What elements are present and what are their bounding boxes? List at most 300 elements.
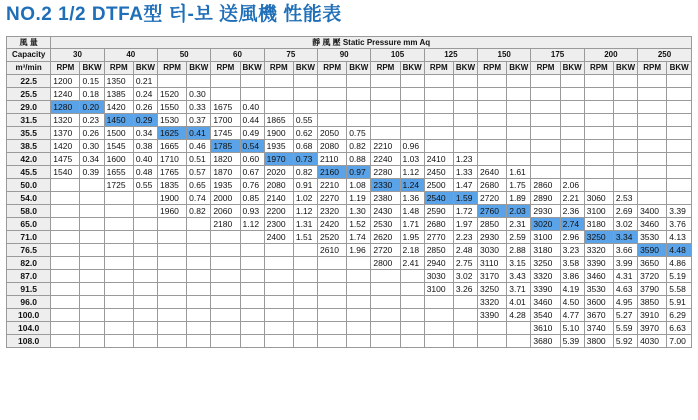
bkw-cell: 4.28 [507,309,531,322]
bkw-cell: 0.26 [80,127,104,140]
unit-header: m³/min [7,62,51,75]
bkw-cell [347,270,371,283]
rpm-cell [157,322,186,335]
bkw-cell: 0.82 [187,205,211,218]
bkw-cell: 3.39 [667,205,692,218]
bkw-cell: 0.93 [240,205,264,218]
bkw-cell [133,231,157,244]
capacity-cell: 29.0 [7,101,51,114]
rpm-cell: 3460 [584,270,613,283]
bkw-cell: 0.15 [80,75,104,88]
rpm-cell [478,101,507,114]
table-row [7,153,692,166]
rpm-cell: 3740 [584,322,613,335]
rpm-cell: 3170 [478,270,507,283]
rpm-cell [638,88,667,101]
bkw-cell: 4.50 [560,296,584,309]
bkw-cell [293,101,317,114]
bkw-cell [80,322,104,335]
bkw-cell: 0.44 [240,114,264,127]
rpm-cell [104,270,133,283]
table-row [7,127,692,140]
bkw-cell [507,114,531,127]
bkw-cell: 1.59 [453,192,477,205]
bkw-header: BKW [613,62,637,75]
rpm-cell: 2420 [318,218,347,231]
bkw-cell [400,296,424,309]
bkw-cell [453,335,477,348]
bkw-cell [667,88,692,101]
bkw-cell [133,192,157,205]
rpm-cell: 3390 [478,309,507,322]
pressure-header: 200 [584,49,637,62]
bkw-cell [293,244,317,257]
rpm-cell [478,75,507,88]
rpm-cell: 1625 [157,127,186,140]
bkw-cell [507,88,531,101]
bkw-cell: 0.55 [133,179,157,192]
rpm-cell: 1545 [104,140,133,153]
bkw-cell: 1.36 [400,192,424,205]
bkw-cell: 1.31 [293,218,317,231]
bkw-cell [133,283,157,296]
rpm-cell [104,244,133,257]
rpm-header: RPM [51,62,80,75]
bkw-cell [453,309,477,322]
table-row [7,114,692,127]
rpm-cell: 2590 [424,205,453,218]
rpm-cell: 2720 [371,244,400,257]
rpm-cell: 3790 [638,283,667,296]
bkw-cell: 3.26 [453,283,477,296]
bkw-header: BKW [453,62,477,75]
bkw-cell: 2.53 [613,192,637,205]
rpm-cell [478,335,507,348]
rpm-cell: 2300 [264,218,293,231]
rpm-cell [478,88,507,101]
rpm-cell: 2410 [424,153,453,166]
rpm-cell: 1240 [51,88,80,101]
rpm-cell [371,309,400,322]
rpm-cell: 1550 [157,101,186,114]
bkw-cell [293,257,317,270]
bkw-cell [347,88,371,101]
rpm-cell: 2080 [318,140,347,153]
bkw-cell [613,127,637,140]
bkw-cell [400,101,424,114]
rpm-header: RPM [157,62,186,75]
bkw-cell [133,322,157,335]
rpm-cell: 1665 [157,140,186,153]
rpm-cell [318,257,347,270]
bkw-cell [240,335,264,348]
bkw-cell: 0.76 [240,179,264,192]
rpm-cell [51,296,80,309]
rpm-cell [211,88,240,101]
rpm-cell [318,283,347,296]
rpm-cell: 3540 [531,309,560,322]
bkw-cell: 0.55 [293,114,317,127]
rpm-cell [264,283,293,296]
capacity-cell: 104.0 [7,322,51,335]
rpm-cell: 1870 [211,166,240,179]
bkw-cell: 2.03 [507,205,531,218]
rpm-cell: 2240 [371,153,400,166]
rpm-cell: 1700 [211,114,240,127]
bkw-cell [187,244,211,257]
rpm-cell: 3100 [531,231,560,244]
bkw-cell: 1.72 [453,205,477,218]
rpm-cell [104,335,133,348]
bkw-cell [187,283,211,296]
bkw-cell: 4.13 [667,231,692,244]
rpm-cell [264,309,293,322]
bkw-cell: 0.46 [187,140,211,153]
table-row [7,75,692,88]
rpm-cell: 3030 [478,244,507,257]
bkw-cell [80,192,104,205]
bkw-cell: 0.24 [133,88,157,101]
bkw-header: BKW [80,62,104,75]
rpm-cell [318,335,347,348]
rpm-cell [371,335,400,348]
rpm-cell [51,335,80,348]
pressure-header: 250 [638,49,692,62]
bkw-cell [613,75,637,88]
bkw-cell [507,140,531,153]
bkw-cell: 0.88 [347,153,371,166]
bkw-cell: 0.85 [240,192,264,205]
bkw-cell [80,257,104,270]
bkw-cell: 5.59 [613,322,637,335]
rpm-cell [424,322,453,335]
rpm-cell [318,322,347,335]
rpm-cell: 1320 [51,114,80,127]
rpm-cell: 1370 [51,127,80,140]
bkw-cell [347,309,371,322]
bkw-cell: 0.73 [293,153,317,166]
bkw-cell [613,166,637,179]
bkw-cell [133,257,157,270]
rpm-cell [211,283,240,296]
bkw-cell [400,309,424,322]
pressure-header: 125 [424,49,477,62]
bkw-cell: 0.75 [347,127,371,140]
rpm-cell: 3800 [584,335,613,348]
bkw-cell [293,283,317,296]
rpm-cell: 2930 [531,205,560,218]
rpm-cell: 3400 [638,205,667,218]
rpm-cell [51,283,80,296]
rpm-cell [371,75,400,88]
rpm-cell: 2110 [318,153,347,166]
rpm-cell [371,270,400,283]
bkw-cell: 0.39 [80,166,104,179]
rpm-cell: 3460 [531,296,560,309]
bkw-cell: 5.27 [613,309,637,322]
rpm-cell: 3100 [424,283,453,296]
rpm-cell [478,127,507,140]
bkw-cell: 2.75 [453,257,477,270]
bkw-cell: 0.18 [80,88,104,101]
bkw-cell [80,296,104,309]
bkw-cell: 0.74 [187,192,211,205]
bkw-cell: 2.48 [453,244,477,257]
bkw-cell: 1.12 [240,218,264,231]
bkw-cell: 3.76 [667,218,692,231]
header-row-1 [7,37,692,49]
rpm-cell [638,153,667,166]
bkw-cell: 0.68 [293,140,317,153]
rpm-cell: 3110 [478,257,507,270]
rpm-cell [584,114,613,127]
bkw-cell [400,283,424,296]
rpm-cell: 1385 [104,88,133,101]
rpm-header: RPM [584,62,613,75]
bkw-cell [507,153,531,166]
rpm-cell: 2200 [264,205,293,218]
rpm-cell: 2860 [531,179,560,192]
rpm-cell: 2450 [424,166,453,179]
rpm-cell: 1785 [211,140,240,153]
rpm-cell [584,179,613,192]
bkw-cell [187,270,211,283]
bkw-cell [293,296,317,309]
rpm-cell [318,309,347,322]
rpm-cell: 2930 [478,231,507,244]
bkw-cell: 2.36 [560,205,584,218]
rpm-cell [371,101,400,114]
bkw-cell [667,75,692,88]
pressure-header: 75 [264,49,317,62]
rpm-cell: 3320 [584,244,613,257]
bkw-header: BKW [667,62,692,75]
capacity-cell: 91.5 [7,283,51,296]
table-row [7,192,692,205]
bkw-cell: 1.75 [507,179,531,192]
bkw-cell [667,179,692,192]
rpm-cell: 2770 [424,231,453,244]
rpm-cell [371,322,400,335]
bkw-cell: 5.91 [667,296,692,309]
rpm-cell: 1280 [51,101,80,114]
bkw-cell [400,88,424,101]
rpm-cell [371,114,400,127]
bkw-cell: 6.63 [667,322,692,335]
rpm-cell: 2640 [478,166,507,179]
pressure-header: 90 [318,49,371,62]
rpm-cell: 2680 [424,218,453,231]
rpm-cell: 1540 [51,166,80,179]
rpm-cell [638,101,667,114]
rpm-cell [531,114,560,127]
bkw-cell: 5.19 [667,270,692,283]
bkw-cell: 1.19 [347,192,371,205]
rpm-cell [584,140,613,153]
rpm-cell: 1420 [104,101,133,114]
pressure-header: 60 [211,49,264,62]
table-row [7,283,692,296]
rpm-cell: 1960 [157,205,186,218]
rpm-cell: 2080 [264,179,293,192]
bkw-cell [240,257,264,270]
bkw-cell [293,88,317,101]
rpm-cell [638,127,667,140]
rpm-cell [424,114,453,127]
rpm-cell [157,270,186,283]
bkw-cell [560,153,584,166]
rpm-cell [264,335,293,348]
capacity-cell: 22.5 [7,75,51,88]
table-row [7,101,692,114]
rpm-cell: 2850 [478,218,507,231]
rpm-cell [264,101,293,114]
table-row [7,296,692,309]
bkw-cell: 4.01 [507,296,531,309]
bkw-cell [400,75,424,88]
bkw-cell: 2.59 [507,231,531,244]
rpm-cell [51,218,80,231]
bkw-cell [347,101,371,114]
bkw-cell: 1.24 [400,179,424,192]
rpm-header: RPM [478,62,507,75]
bkw-cell: 3.71 [507,283,531,296]
rpm-cell: 2530 [371,218,400,231]
bkw-cell: 1.12 [400,166,424,179]
rpm-cell [531,88,560,101]
bkw-header: BKW [133,62,157,75]
rpm-cell: 1350 [104,75,133,88]
capacity-cell: 87.0 [7,270,51,283]
bkw-cell [133,205,157,218]
rpm-cell: 1835 [157,179,186,192]
rpm-header: RPM [424,62,453,75]
capacity-cell: 82.0 [7,257,51,270]
bkw-cell [347,257,371,270]
bkw-cell: 1.03 [400,153,424,166]
bkw-header: BKW [187,62,211,75]
bkw-cell: 1.23 [453,153,477,166]
bkw-header: BKW [293,62,317,75]
bkw-cell [613,114,637,127]
bkw-cell: 0.65 [187,179,211,192]
bkw-cell [133,244,157,257]
bkw-cell: 4.31 [613,270,637,283]
rpm-cell [51,270,80,283]
bkw-cell: 1.08 [347,179,371,192]
bkw-cell [667,114,692,127]
bkw-cell [133,335,157,348]
rpm-cell: 2850 [424,244,453,257]
rpm-cell [104,296,133,309]
bkw-cell: 0.29 [133,114,157,127]
capacity-cell: 96.0 [7,296,51,309]
rpm-cell [478,322,507,335]
bkw-cell [240,270,264,283]
rpm-cell [51,322,80,335]
bkw-cell [80,231,104,244]
bkw-cell [613,179,637,192]
rpm-cell [211,322,240,335]
bkw-cell: 0.20 [80,101,104,114]
rpm-cell [371,88,400,101]
rpm-cell: 2270 [318,192,347,205]
bkw-cell [240,75,264,88]
rpm-cell: 1475 [51,153,80,166]
rpm-cell [318,114,347,127]
bkw-cell [187,322,211,335]
rpm-cell: 3590 [638,244,667,257]
bkw-cell [187,257,211,270]
rpm-cell [424,75,453,88]
rpm-cell [211,231,240,244]
rpm-cell [104,231,133,244]
capacity-cell: 108.0 [7,335,51,348]
rpm-header: RPM [371,62,400,75]
rpm-cell: 3180 [584,218,613,231]
bkw-cell: 0.38 [133,140,157,153]
bkw-cell [560,140,584,153]
bkw-cell: 0.41 [187,127,211,140]
bkw-cell: 3.86 [560,270,584,283]
rpm-cell [157,283,186,296]
bkw-cell: 1.97 [453,218,477,231]
rpm-cell [531,166,560,179]
rpm-cell: 2500 [424,179,453,192]
rpm-header: RPM [531,62,560,75]
rpm-cell [531,140,560,153]
rpm-cell: 2610 [318,244,347,257]
bkw-cell: 0.57 [187,166,211,179]
bkw-cell: 1.95 [400,231,424,244]
capacity-cell: 42.0 [7,153,51,166]
rpm-cell: 3600 [584,296,613,309]
bkw-header: BKW [240,62,264,75]
bkw-cell [240,88,264,101]
bkw-cell [347,322,371,335]
bkw-cell [613,153,637,166]
rpm-cell [211,335,240,348]
capacity-cell: 35.5 [7,127,51,140]
bkw-cell [507,127,531,140]
rpm-cell: 3460 [638,218,667,231]
bkw-cell: 0.33 [187,101,211,114]
capacity-cell: 54.0 [7,192,51,205]
bkw-cell: 1.33 [453,166,477,179]
bkw-cell [80,309,104,322]
bkw-cell: 4.48 [667,244,692,257]
rpm-cell [478,140,507,153]
table-row [7,335,692,348]
rpm-cell [157,231,186,244]
bkw-cell [80,179,104,192]
bkw-cell [80,218,104,231]
bkw-cell: 0.40 [133,153,157,166]
bkw-cell [293,270,317,283]
rpm-cell: 2800 [371,257,400,270]
bkw-cell [133,309,157,322]
rpm-cell: 3100 [584,205,613,218]
rpm-cell: 1420 [51,140,80,153]
rpm-cell: 2400 [264,231,293,244]
bkw-cell [507,335,531,348]
bkw-cell: 0.48 [133,166,157,179]
rpm-cell [638,179,667,192]
bkw-cell [293,335,317,348]
bkw-cell [453,88,477,101]
rpm-cell [157,244,186,257]
bkw-cell: 3.02 [613,218,637,231]
